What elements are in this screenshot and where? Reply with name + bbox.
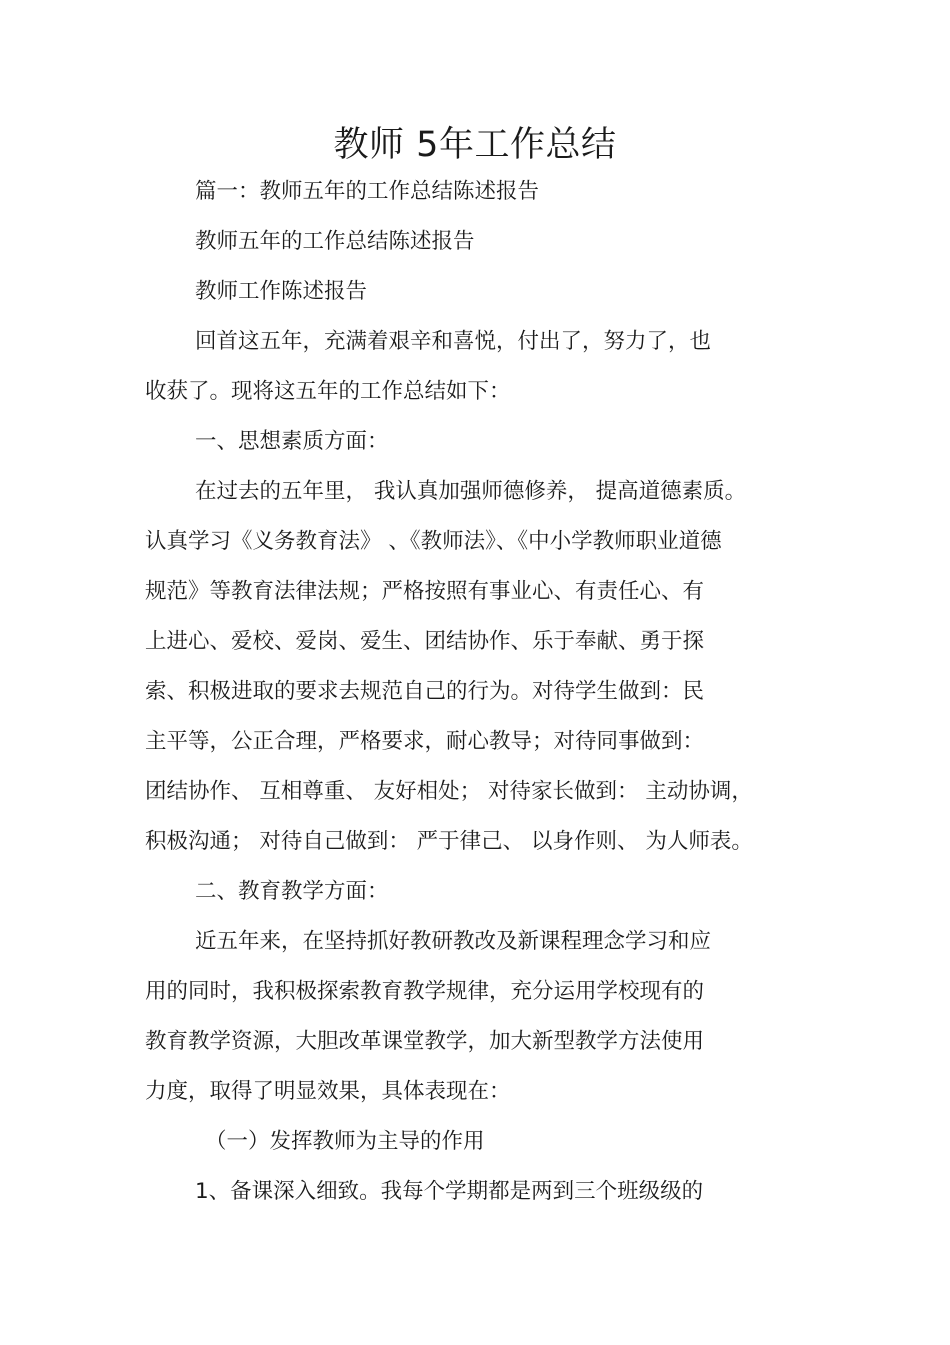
section-heading: 篇一：教师五年的工作总结陈述报告 [195, 179, 540, 204]
list-heading: （一）发挥教师为主导的作用 [205, 1129, 485, 1154]
document-title: 教师 5年工作总结 [333, 125, 617, 165]
paragraph-line: 团结协作、 互相尊重、 友好相处； 对待家长做到： 主动协调， [145, 779, 753, 804]
paragraph-line: 力度，取得了明显效果，具体表现在： [145, 1079, 511, 1104]
paragraph-line: 索、积极进取的要求去规范自己的行为。对待学生做到：民 [145, 679, 705, 704]
paragraph-line: 规范》等教育法律法规；严格按照有事业心、有责任心、有 [145, 579, 705, 604]
paragraph-line: 回首这五年，充满着艰辛和喜悦，付出了，努力了，也 [195, 329, 712, 354]
paragraph-line: 主平等，公正合理，严格要求，耐心教导；对待同事做到： [145, 729, 705, 754]
paragraph-line: 教育教学资源，大胆改革课堂教学，加大新型教学方法使用 [145, 1029, 705, 1054]
paragraph-line: 近五年来，在坚持抓好教研教改及新课程理念学习和应 [195, 929, 712, 954]
subsection-heading: 二、教育教学方面： [195, 879, 389, 904]
paragraph-line: 积极沟通； 对待自己做到： 严于律己、 以身作则、 为人师表。 [145, 829, 753, 854]
report-subtitle: 教师工作陈述报告 [195, 279, 368, 304]
paragraph-line: 在过去的五年里， 我认真加强师德修养， 提高道德素质。 [195, 479, 747, 504]
subsection-heading: 一、思想素质方面： [195, 429, 389, 454]
paragraph-line: 上进心、爱校、爱岗、爱生、团结协作、乐于奉献、勇于探 [145, 629, 705, 654]
paragraph-line: 认真学习《义务教育法》 、《教师法》、《中小学教师职业道德 [145, 529, 722, 554]
report-title: 教师五年的工作总结陈述报告 [195, 229, 475, 254]
list-item: 1、备课深入细致。我每个学期都是两到三个班级级的 [195, 1179, 704, 1204]
paragraph-line: 用的同时，我积极探索教育教学规律，充分运用学校现有的 [145, 979, 705, 1004]
paragraph-line: 收获了。现将这五年的工作总结如下： [145, 379, 511, 404]
